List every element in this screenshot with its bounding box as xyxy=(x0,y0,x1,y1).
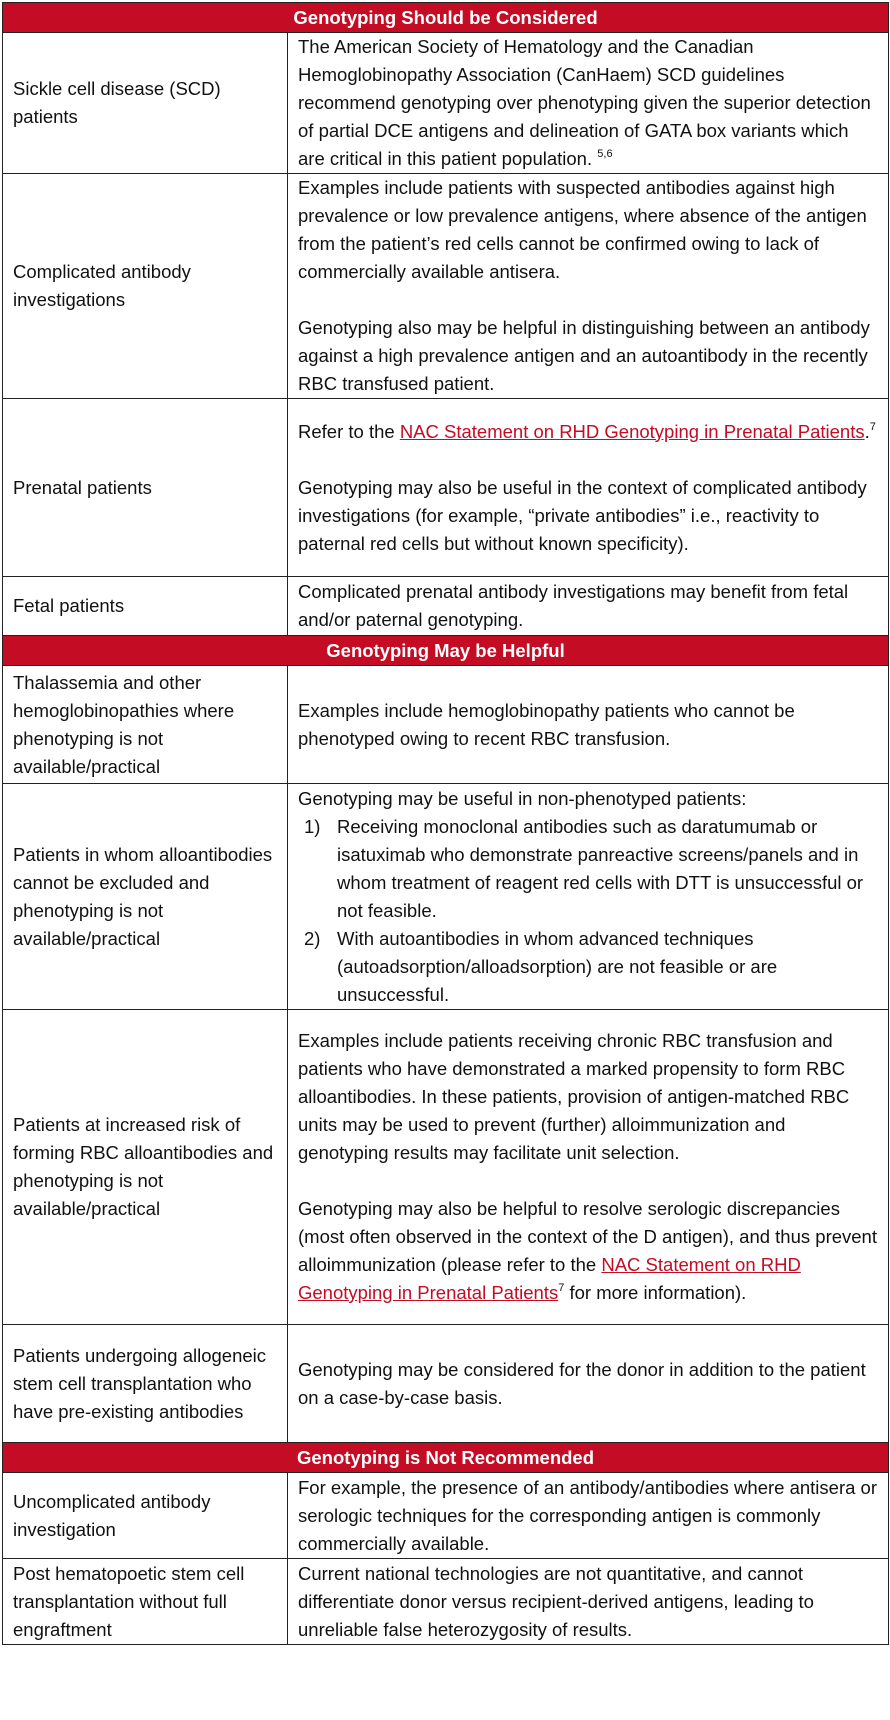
row-label-post-transplant: Post hematopoetic stem cell transplantation without full engraftment xyxy=(3,1559,288,1645)
row-text-alloantibodies xyxy=(288,784,889,1010)
row-label-increased-risk: Patients at increased risk of forming RBC alloantibodies and phenotyping is not available/practical xyxy=(3,1010,288,1325)
table-row xyxy=(3,1010,889,1325)
section-header-row xyxy=(3,636,889,666)
complicated-paragraph-1: Examples include patients with suspected antibodies against high prevalence or low prevalence antigens, where absence of the antigen from the patient’s red cells cannot be confirmed owing to lack of commercially available antisera. xyxy=(298,177,867,282)
row-label-stem-cell: Patients undergoing allogeneic stem cell transplantation who have pre-existing antibodies xyxy=(3,1325,288,1443)
row-text-post-transplant: Current national technologies are not quantitative, and cannot differentiate donor versus recipient-derived antigens, leading to unreliable false heterozygosity of results. xyxy=(288,1559,889,1645)
row-text-complicated xyxy=(288,174,889,399)
list-item xyxy=(298,813,878,925)
prenatal-paragraph-2: Genotyping may also be useful in the context of complicated antibody investigations (for example, “private antibodies” i.e., reactivity to paternal red cells but without known specificity). xyxy=(298,476,867,554)
list-item xyxy=(298,925,878,1009)
table-row xyxy=(3,174,889,399)
prenatal-period: . xyxy=(864,420,870,442)
alloantibodies-intro: Genotyping may be useful in non-phenotyped patients: xyxy=(298,787,747,809)
row-label-uncomplicated: Uncomplicated antibody investigation xyxy=(3,1473,288,1559)
section-header-should-consider: Genotyping Should be Considered xyxy=(3,3,889,33)
genotyping-table xyxy=(2,2,889,1645)
row-text-scd xyxy=(288,33,889,174)
prenatal-refer-text: Refer to the xyxy=(298,420,400,442)
nac-statement-link[interactable]: NAC Statement on RHD Genotyping in Prenatal Patients xyxy=(298,1254,801,1303)
table-row xyxy=(3,784,889,1010)
alloantibodies-list xyxy=(298,813,878,1009)
complicated-paragraph-2: Genotyping also may be helpful in distinguishing between an antibody against a high prevalence antigen and an autoantibody in the recently RBC transfused patient. xyxy=(298,317,870,394)
list-item-number: 1) xyxy=(304,815,321,837)
table-row xyxy=(3,577,889,636)
increased-risk-text: Genotyping may also be helpful to resolve serologic discrepancies (most often observed in the context of the D antigen), and thus prevent alloimmunization (please refer to the xyxy=(298,1198,877,1275)
row-text-increased-risk xyxy=(288,1010,889,1325)
row-label-fetal: Fetal patients xyxy=(3,577,288,636)
prenatal-paragraph-1 xyxy=(298,418,878,446)
row-label-scd: Sickle cell disease (SCD) patients xyxy=(3,33,288,174)
increased-risk-reference: 7 xyxy=(558,1282,565,1294)
row-text-thalassemia: Examples include hemoglobinopathy patients who cannot be phenotyped owing to recent RBC transfusion. xyxy=(288,666,889,784)
row-text-fetal: Complicated prenatal antibody investigations may benefit from fetal and/or paternal genotyping. xyxy=(288,577,889,636)
section-header-may-help: Genotyping May be Helpful xyxy=(3,636,889,666)
section-header-row xyxy=(3,3,889,33)
table-row xyxy=(3,1559,889,1645)
row-text-stem-cell: Genotyping may be considered for the donor in addition to the patient on a case-by-case basis. xyxy=(288,1325,889,1443)
table-row xyxy=(3,666,889,784)
section-header-not-recommended: Genotyping is Not Recommended xyxy=(3,1443,889,1473)
section-header-row xyxy=(3,1443,889,1473)
scd-text: The American Society of Hematology and the Canadian Hemoglobinopathy Association (CanHaem) SCD guidelines recommend genotyping over phenotyping given the superior detection of partial DCE antigens and delineation of GATA box variants which are critical in this patient population. xyxy=(298,36,871,169)
scd-reference: 5,6 xyxy=(597,148,613,160)
increased-risk-paragraph-2 xyxy=(298,1195,878,1307)
increased-risk-paragraph-1: Examples include patients receiving chronic RBC transfusion and patients who have demonstrated a marked propensity to form RBC alloantibodies. In these patients, provision of antigen-matched RBC units may be used to prevent (further) alloimmunization and genotyping results may facilitate unit selection. xyxy=(298,1030,850,1163)
row-label-alloantibodies: Patients in whom alloantibodies cannot be excluded and phenotyping is not available/practical xyxy=(3,784,288,1010)
increased-risk-text-end: for more information). xyxy=(564,1282,747,1303)
table-row xyxy=(3,399,889,577)
nac-statement-link[interactable]: NAC Statement on RHD Genotyping in Prenatal Patients xyxy=(399,420,865,442)
list-item-text: Receiving monoclonal antibodies such as daratumumab or isatuximab who demonstrate panreactive screens/panels and in whom treatment of reagent red cells with DTT is unsuccessful or not feasible. xyxy=(337,815,864,921)
list-item-text: With autoantibodies in whom advanced techniques (autoadsorption/alloadsorption) are not feasible or are unsuccessful. xyxy=(337,927,778,1005)
row-label-thalassemia: Thalassemia and other hemoglobinopathies where phenotyping is not available/practical xyxy=(3,666,288,784)
table-row xyxy=(3,1473,889,1559)
prenatal-reference: 7 xyxy=(869,420,876,433)
row-label-complicated: Complicated antibody investigations xyxy=(3,174,288,399)
row-label-prenatal: Prenatal patients xyxy=(3,399,288,577)
row-text-uncomplicated: For example, the presence of an antibody/antibodies where antisera or serologic techniques for the corresponding antigen is commonly commercially available. xyxy=(288,1473,889,1559)
list-item-number: 2) xyxy=(304,927,321,949)
row-text-prenatal xyxy=(288,399,889,577)
table-row xyxy=(3,33,889,174)
table-row xyxy=(3,1325,889,1443)
